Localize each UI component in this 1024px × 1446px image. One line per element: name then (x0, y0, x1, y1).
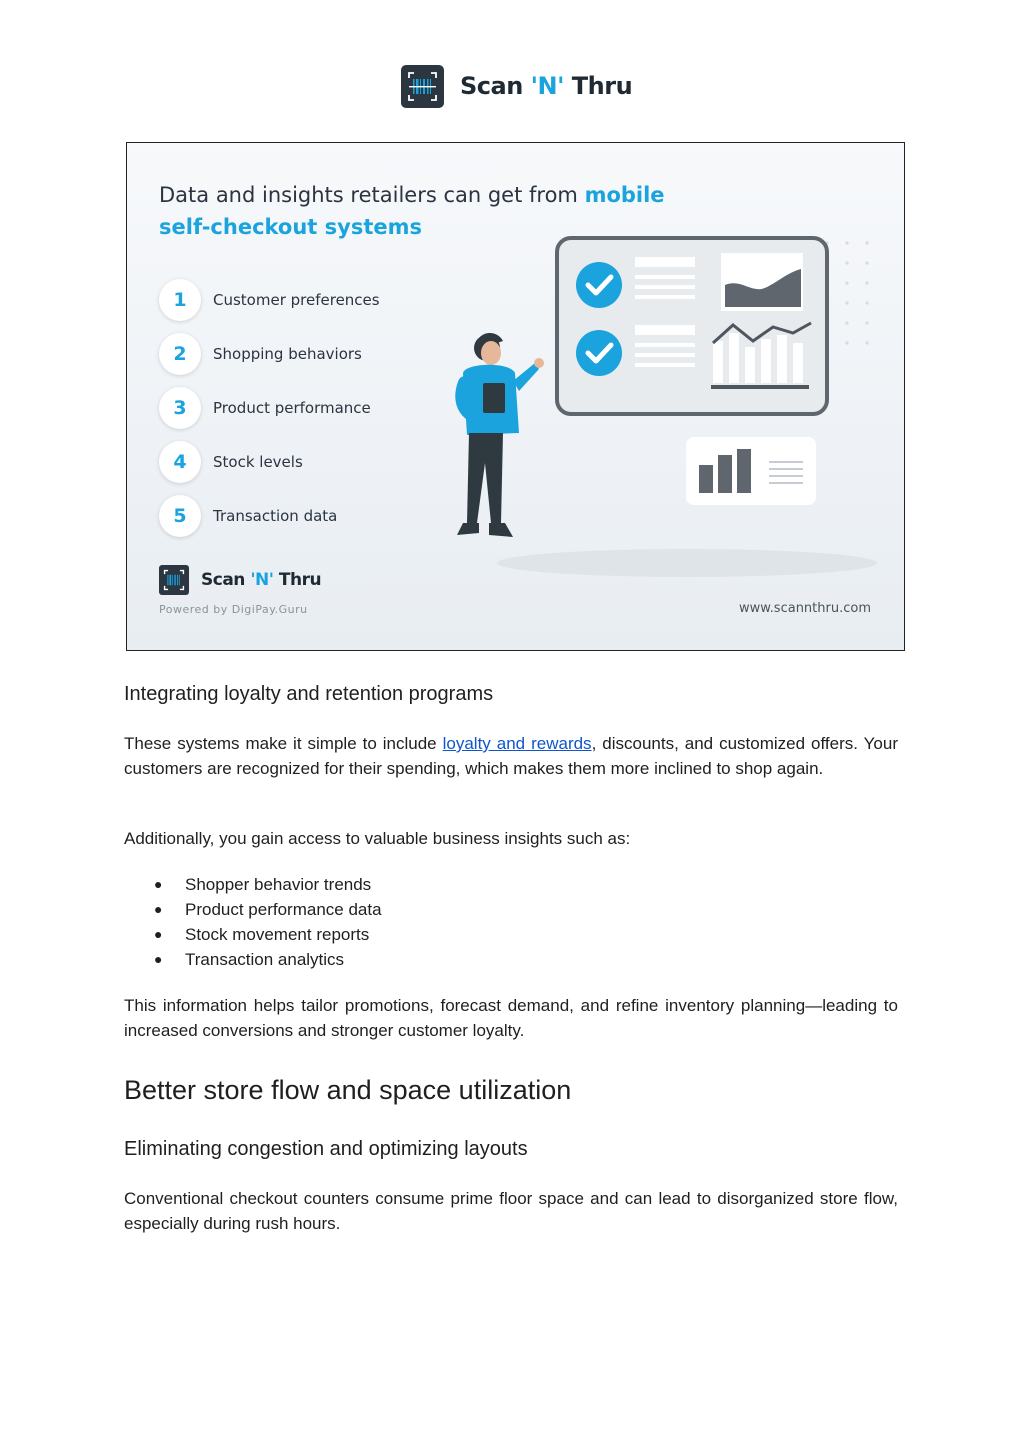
list-item: ● Shopper behavior trends (124, 872, 898, 897)
item-number: 5 (159, 495, 201, 537)
item-number: 1 (159, 279, 201, 321)
powered-by-text: Powered by DigiPay.Guru (159, 603, 308, 616)
list-item (159, 435, 380, 489)
list-item (159, 327, 380, 381)
paragraph: These systems make it simple to include loyalty and rewards, discounts, and customized offers. Your customers are recognized for their spending, which makes them more inclined to shop again. (124, 734, 898, 778)
list-item: ● Transaction analytics (124, 947, 898, 972)
infographic-brand (159, 565, 321, 595)
item-number: 3 (159, 387, 201, 429)
loyalty-rewards-link[interactable]: loyalty and rewards (442, 734, 592, 753)
paragraph: Additionally, you gain access to valuable business insights such as: (124, 829, 631, 848)
insights-list (159, 273, 380, 543)
infographic-image (126, 142, 905, 651)
person-figure (457, 333, 544, 537)
check-icon (576, 262, 622, 308)
item-number: 4 (159, 441, 201, 483)
subsection-heading: Eliminating congestion and optimizing layouts (124, 1138, 528, 1160)
list-item (159, 489, 380, 543)
header-logo (401, 64, 632, 108)
item-label: Customer preferences (213, 291, 380, 309)
paragraph: This information helps tailor promotions, forecast demand, and refine inventory planning—leading to increased conversions and stronger customer loyalty. (124, 996, 898, 1040)
list-item (159, 273, 380, 327)
list-item (159, 381, 380, 435)
brand-name: Scan 'N' Thru (460, 72, 633, 100)
list-item: ● Product performance data (124, 897, 898, 922)
section-heading: Better store flow and space utilization (124, 1075, 572, 1105)
section-heading: Integrating loyalty and retention programs (124, 683, 494, 705)
website-url: www.scannthru.com (738, 601, 871, 616)
brand-name: Scan 'N' Thru (201, 570, 322, 590)
paragraph: Conventional checkout counters consume prime floor space and can lead to disorganized store flow, especially during rush hours. (124, 1189, 898, 1233)
dashboard-illustration (427, 223, 897, 583)
item-number: 2 (159, 333, 201, 375)
infographic-title: Data and insights retailers can get from mobile self-checkout systems (159, 183, 665, 239)
barcode-scanner-icon (401, 65, 444, 108)
list-item: ● Stock movement reports (124, 922, 898, 947)
item-label: Product performance (213, 399, 371, 417)
item-label: Transaction data (213, 507, 338, 525)
check-icon (576, 330, 622, 376)
item-label: Stock levels (213, 453, 303, 471)
item-label: Shopping behaviors (213, 345, 362, 363)
insights-bullet-list (124, 872, 898, 972)
barcode-scanner-icon (159, 565, 189, 595)
